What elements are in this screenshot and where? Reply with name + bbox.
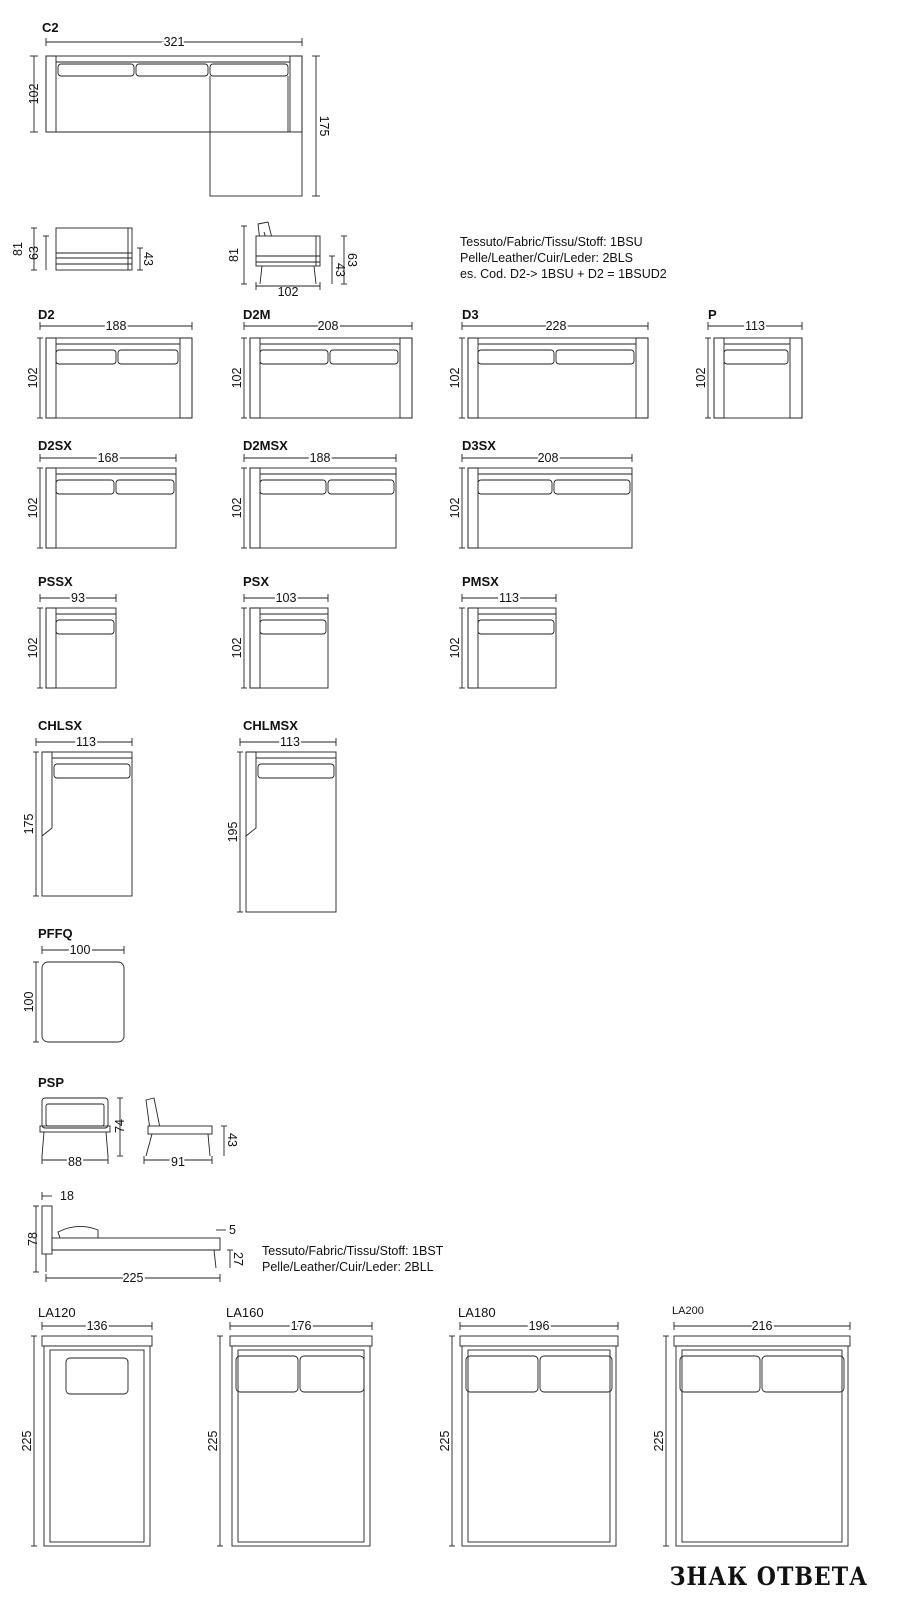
dim-bed-length: 225 — [122, 1271, 144, 1285]
dim-psp-width: 88 — [68, 1155, 82, 1169]
code-d3: D3 — [462, 307, 479, 322]
d3sx-plan — [459, 454, 632, 548]
code-p: P — [708, 307, 717, 322]
dim-psp-seat: 43 — [225, 1133, 239, 1147]
code-d2sx: D2SX — [38, 438, 72, 453]
dim-chlmsx-width: 113 — [280, 735, 300, 749]
dim-bed-headboard: 18 — [60, 1189, 74, 1203]
dim-side2-seat: 63 — [345, 253, 359, 267]
code-c2: C2 — [42, 20, 59, 35]
psp-side — [144, 1098, 227, 1164]
dim-d2m-width: 208 — [317, 319, 339, 333]
d3-plan — [459, 322, 648, 418]
dim-d3sx-depth: 102 — [448, 497, 462, 519]
d2msx-plan — [241, 454, 396, 548]
dim-la120-width: 136 — [86, 1319, 108, 1333]
dim-d2sx-width: 168 — [97, 451, 119, 465]
pmsx-plan — [459, 594, 556, 688]
dim-d2msx-depth: 102 — [230, 497, 244, 519]
d2sx-plan — [37, 454, 176, 548]
dim-bed-pillow: 5 — [229, 1223, 236, 1237]
psx-plan — [241, 594, 328, 688]
code-d3sx: D3SX — [462, 438, 496, 453]
code-pssx: PSSX — [38, 574, 73, 589]
dim-psp-height: 74 — [113, 1119, 127, 1133]
code-psp: PSP — [38, 1075, 65, 1090]
code-chlsx: CHLSX — [38, 718, 83, 733]
chlmsx-plan — [237, 738, 336, 912]
code-d2: D2 — [38, 307, 55, 322]
code-pmsx: PMSX — [462, 574, 499, 589]
code-la200: LA200 — [672, 1305, 704, 1317]
dim-la180-length: 225 — [438, 1430, 452, 1452]
sofa-note-leather: Pelle/Leather/Cuir/Leder: 2BLS — [460, 251, 634, 265]
dim-side2-leg: 43 — [333, 263, 347, 277]
c2-plan — [46, 56, 302, 196]
brand-watermark: ЗНАК ОТВЕТА — [669, 1562, 868, 1592]
dim-c2-chaise: 175 — [317, 115, 331, 137]
dim-side1-seat: 63 — [27, 246, 41, 260]
dim-d2-width: 188 — [105, 319, 127, 333]
code-la180: LA180 — [458, 1305, 496, 1320]
dim-side2-height: 81 — [227, 248, 241, 262]
side-profile-1 — [31, 228, 143, 270]
dim-pssx-width: 93 — [71, 591, 85, 605]
dim-d2sx-depth: 102 — [26, 497, 40, 519]
code-psx: PSX — [243, 574, 270, 589]
dim-c2-depth: 102 — [27, 83, 41, 105]
p-plan — [705, 322, 802, 418]
dim-d2-depth: 102 — [26, 367, 40, 389]
dim-bed-height: 78 — [26, 1232, 40, 1246]
dim-d3sx-width: 208 — [537, 451, 559, 465]
code-d2msx: D2MSX — [243, 438, 288, 453]
sofa-note-example: es. Cod. D2-> 1BSU + D2 = 1BSUD2 — [460, 267, 667, 281]
sofa-code-notes — [460, 234, 667, 282]
code-pffq: PFFQ — [38, 926, 73, 941]
dim-d2m-depth: 102 — [230, 367, 244, 389]
pssx-plan — [37, 594, 116, 688]
la120-plan — [31, 1322, 152, 1546]
dim-d2msx-width: 188 — [309, 451, 331, 465]
dim-p-depth: 102 — [694, 367, 708, 389]
la180-plan — [449, 1322, 618, 1546]
pffq-plan — [33, 946, 124, 1042]
dim-la180-width: 196 — [528, 1319, 550, 1333]
dim-side1-leg: 43 — [141, 252, 155, 266]
side-profile-2 — [241, 222, 347, 290]
dim-psp-depth: 91 — [171, 1155, 185, 1169]
dim-la120-length: 225 — [20, 1430, 34, 1452]
bed-code-notes — [262, 1243, 443, 1275]
dim-side2-depth: 102 — [277, 285, 299, 299]
d2-plan — [37, 322, 192, 418]
bed-note-leather: Pelle/Leather/Cuir/Leder: 2BLL — [262, 1260, 434, 1274]
la200-plan — [663, 1322, 850, 1546]
dim-c2-width: 321 — [163, 35, 185, 49]
dim-pmsx-width: 113 — [499, 591, 519, 605]
dim-d3-width: 228 — [545, 319, 567, 333]
dim-pssx-depth: 102 — [26, 637, 40, 659]
d2m-plan — [241, 322, 412, 418]
dim-side1-height: 81 — [11, 242, 25, 256]
dim-psx-depth: 102 — [230, 637, 244, 659]
code-d2m: D2M — [243, 307, 271, 322]
dim-la160-length: 225 — [206, 1430, 220, 1452]
code-la160: LA160 — [226, 1305, 264, 1320]
dim-psx-width: 103 — [275, 591, 297, 605]
code-la120: LA120 — [38, 1305, 76, 1320]
dim-la160-width: 176 — [290, 1319, 312, 1333]
sofa-note-fabric: Tessuto/Fabric/Tissu/Stoff: 1BSU — [460, 235, 643, 249]
dim-pffq-depth: 100 — [22, 991, 36, 1013]
dim-d3-depth: 102 — [448, 367, 462, 389]
bed-side — [33, 1192, 233, 1282]
dim-chlsx-width: 113 — [76, 735, 96, 749]
dim-bed-frame: 27 — [231, 1252, 245, 1266]
code-chlmsx: CHLMSX — [243, 718, 298, 733]
bed-note-fabric: Tessuto/Fabric/Tissu/Stoff: 1BST — [262, 1244, 444, 1258]
dim-chlmsx-length: 195 — [226, 821, 240, 843]
chlsx-plan — [33, 738, 132, 896]
dim-la200-length: 225 — [652, 1430, 666, 1452]
dim-chlsx-length: 175 — [22, 813, 36, 835]
dim-p-width: 113 — [745, 319, 765, 333]
dim-la200-width: 216 — [751, 1319, 773, 1333]
dim-pmsx-depth: 102 — [448, 637, 462, 659]
dim-pffq-width: 100 — [69, 943, 91, 957]
la160-plan — [217, 1322, 372, 1546]
